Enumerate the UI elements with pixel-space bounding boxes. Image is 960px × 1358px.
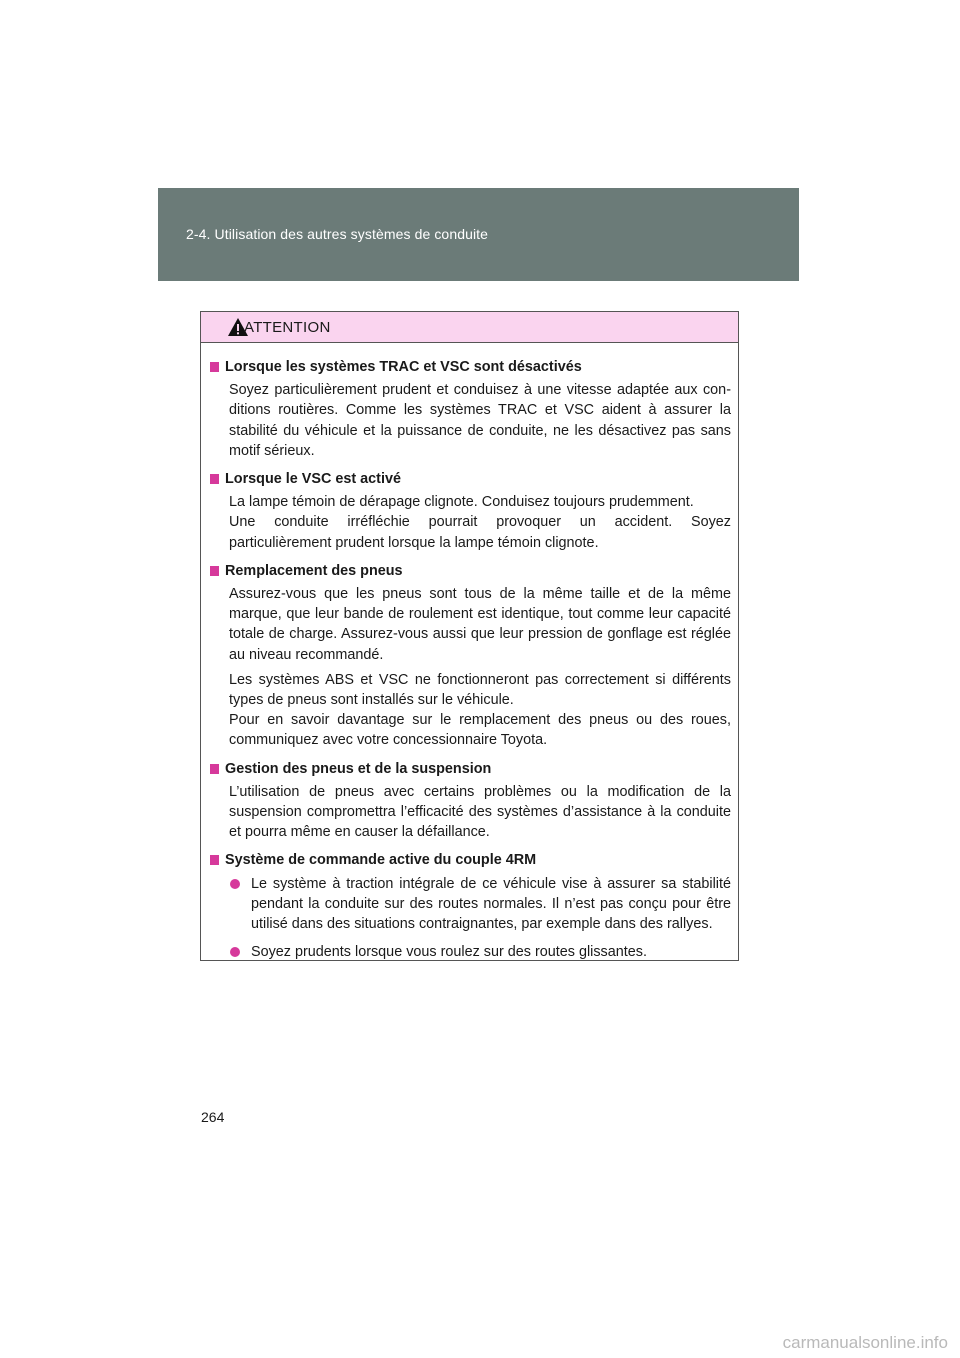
square-bullet-icon <box>210 474 219 484</box>
warning-box <box>200 311 739 961</box>
paragraph: Assurez-vous que les pneus sont tous de la même taille et de la même marque, que leur bande de roulement est identique, tout comme leur capacité totale de charge. Assurez-vous aussi que leur pression de gonflage est réglée au niveau recommandé. <box>229 586 731 663</box>
paragraph: Pour en savoir davantage sur le remplacement des pneus ou des roues, communiquez avec votre concessionnaire Toyota. <box>229 712 731 749</box>
section-heading: Remplacement des pneus <box>210 561 731 581</box>
section-heading: Système de commande active du couple 4RM <box>210 850 731 870</box>
circle-bullet-icon <box>230 879 240 889</box>
square-bullet-icon <box>210 362 219 372</box>
warning-header <box>201 312 738 343</box>
paragraph: Une conduite irréfléchie pourrait provoquer un accident. Soyez particulièrement prudent lorsque la lampe témoin clignote. <box>229 514 731 551</box>
watermark-text: carmanualsonline.info <box>782 1333 948 1352</box>
warning-title: ATTENTION <box>244 319 331 336</box>
square-bullet-icon <box>210 764 219 774</box>
section-header-band <box>158 188 799 281</box>
section-heading: Lorsque le VSC est activé <box>210 469 731 489</box>
bullet-item: Le système à traction intégrale de ce véhicule vise à assurer sa stabilité pendant la conduite sur des routes normales. Il n’est pas conçu pour être utilisé dans des situations contraignantes, par exemple dans des rallyes. <box>210 874 731 935</box>
paragraph: La lampe témoin de dérapage clignote. Conduisez toujours prudemment. <box>229 494 694 511</box>
paragraph: Les systèmes ABS et VSC ne fonctionneront pas correctement si différents types de pneus sont installés sur le véhicule. <box>229 671 731 709</box>
circle-bullet-icon <box>230 947 240 957</box>
page-number: 264 <box>201 1109 225 1125</box>
section-heading: Lorsque les systèmes TRAC et VSC sont désactivés <box>210 357 731 377</box>
section-title: 2-4. Utilisation des autres systèmes de conduite <box>186 226 489 242</box>
square-bullet-icon <box>210 855 219 865</box>
bullet-item: Soyez prudents lorsque vous roulez sur des routes glissantes. <box>210 942 731 962</box>
section-heading: Gestion des pneus et de la suspension <box>210 759 731 779</box>
warning-content <box>201 343 738 962</box>
paragraph: L’utilisation de pneus avec certains problèmes ou la modification de la suspension compromettra l’efficacité des systèmes d’assistance à la conduite et pourra même en causer la défaillance. <box>229 783 731 841</box>
paragraph: Soyez particulièrement prudent et conduisez à une vitesse adaptée aux conditions routières. Comme les systèmes TRAC et VSC aident à assurer la stabilité du véhicule et la puissance de conduite, ne les désactivez pas sans motif sérieux. <box>229 382 731 459</box>
square-bullet-icon <box>210 566 219 576</box>
